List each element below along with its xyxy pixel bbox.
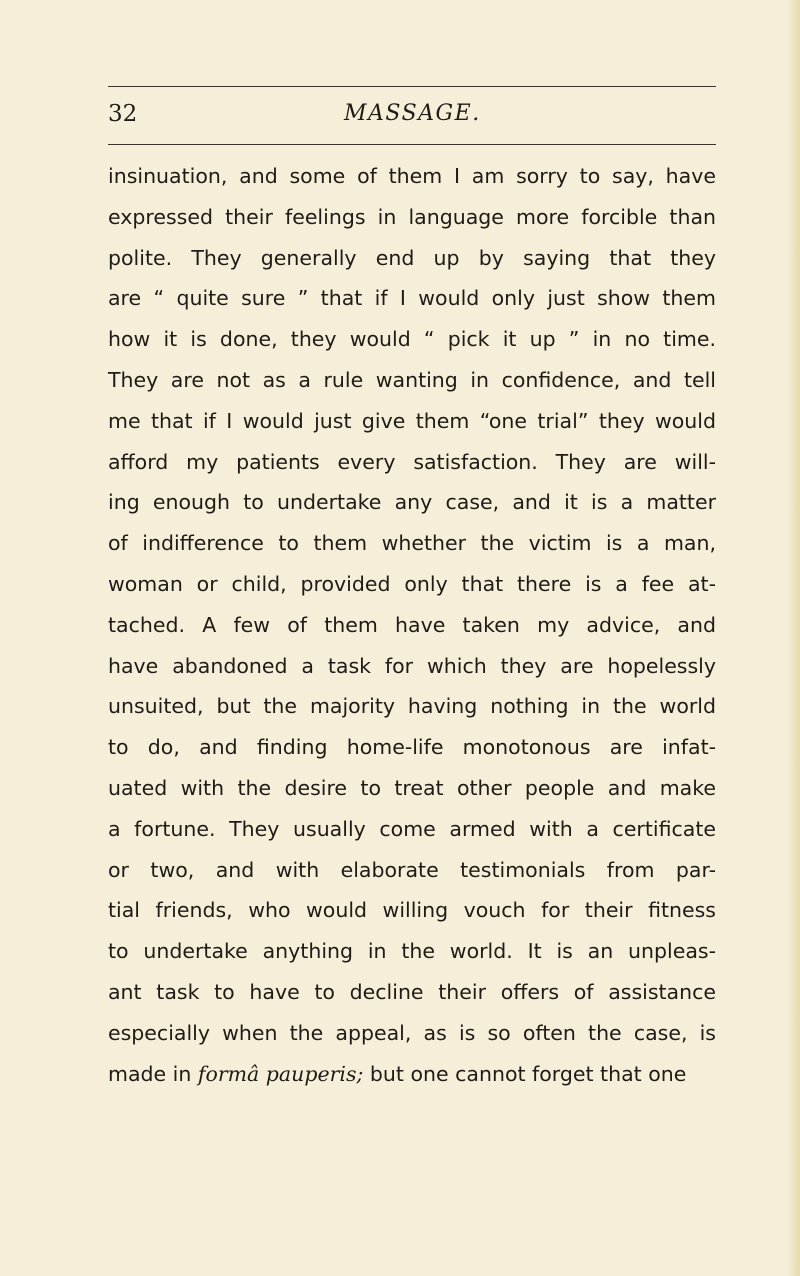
- text-line: especially when the appeal, as is so often the case, is: [108, 1020, 716, 1045]
- text-line: polite. They generally end up by saying that they: [108, 245, 716, 270]
- text-line-last: [108, 1054, 716, 1095]
- last-line-after: but one cannot forget that one: [363, 1061, 687, 1086]
- running-title: MASSAGE.: [344, 101, 481, 126]
- text-line: tached. A few of them have taken my advice, and: [108, 612, 716, 637]
- text-line: afford my patients every satisfaction. They are will-: [108, 449, 716, 474]
- text-line: ing enough to undertake any case, and it is a matter: [108, 490, 716, 515]
- text-line: to do, and finding home-life monotonous are infat-: [108, 735, 716, 760]
- text-line: or two, and with elaborate testimonials from par-: [108, 857, 716, 882]
- text-line: a fortune. They usually come armed with a certificate: [108, 816, 716, 841]
- text-line: They are not as a rule wanting in confidence, and tell: [108, 367, 716, 392]
- page-number: 32: [108, 101, 138, 127]
- text-line: insinuation, and some of them I am sorry to say, have: [108, 164, 716, 188]
- text-line: are “ quite sure ” that if I would only just show them: [108, 286, 716, 311]
- text-line: woman or child, provided only that there is a fee at-: [108, 571, 716, 596]
- running-head: [108, 94, 716, 134]
- body-text: [108, 156, 716, 1094]
- header-rule-bottom: [108, 144, 716, 145]
- text-line: me that if I would just give them “one trial” they would: [108, 408, 716, 433]
- text-line: expressed their feelings in language more forcible than: [108, 204, 716, 229]
- text-line: unsuited, but the majority having nothing in the world: [108, 694, 716, 719]
- page-edge-shade: [786, 0, 800, 1276]
- text-line: ant task to have to decline their offers of assistance: [108, 979, 716, 1004]
- text-line: of indifference to them whether the victim is a man,: [108, 531, 716, 556]
- text-line: tial friends, who would willing vouch for their fitness: [108, 898, 716, 923]
- text-line: uated with the desire to treat other people and make: [108, 775, 716, 800]
- last-line-before: made in: [108, 1061, 198, 1086]
- header-rule-top: [108, 86, 716, 87]
- latin-phrase: formâ pauperis;: [197, 1061, 364, 1086]
- text-line: how it is done, they would “ pick it up ” in no time.: [108, 327, 716, 352]
- text-line: to undertake anything in the world. It is an unpleas-: [108, 939, 716, 964]
- text-line: have abandoned a task for which they are hopelessly: [108, 653, 716, 678]
